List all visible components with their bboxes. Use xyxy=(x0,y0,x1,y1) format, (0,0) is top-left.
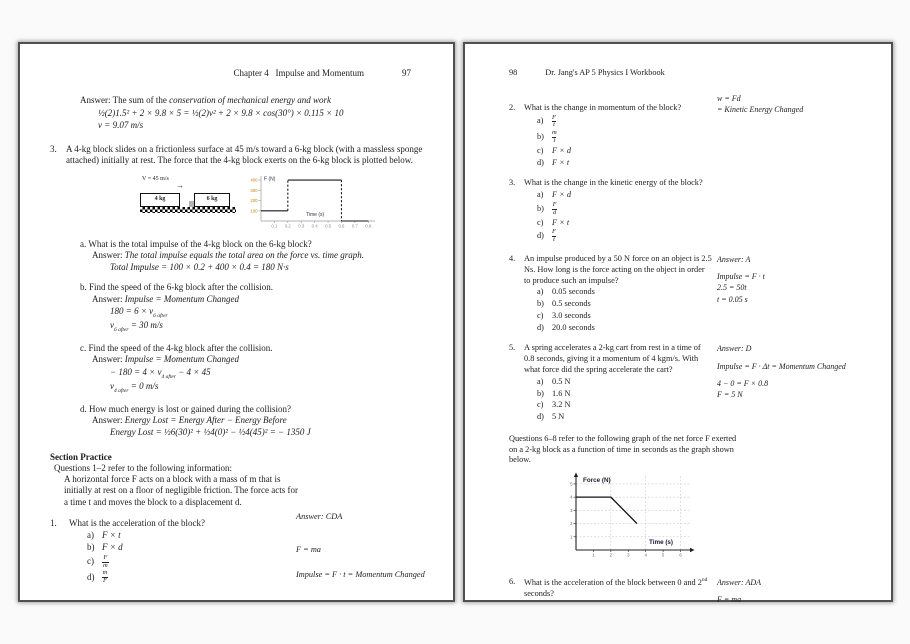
svg-text:0.6: 0.6 xyxy=(338,223,345,228)
force-time-chart xyxy=(244,172,380,230)
svg-text:Force (N): Force (N) xyxy=(583,477,611,485)
part-answer: Answer: Energy Lost = Energy After − Energy Before xyxy=(92,415,287,426)
option-a: a) F × d xyxy=(537,190,571,200)
right-page xyxy=(463,42,893,605)
left-page xyxy=(18,42,455,602)
question-3 xyxy=(509,178,877,244)
margin-note-impulse: Impulse = F · t = Momentum Changed xyxy=(296,569,425,579)
part-question xyxy=(80,239,435,250)
svg-text:5: 5 xyxy=(570,481,573,487)
option-a: a) 0.05 seconds xyxy=(537,287,595,297)
option-c: c) 3.2 N xyxy=(537,400,571,410)
question-text: An impulse produced by a 50 N force on an object is 2.5 Ns. How long is the force acting on the object in order to produce such an impulse? xyxy=(524,253,712,285)
part-question xyxy=(80,343,435,354)
ground-hatch xyxy=(140,207,236,213)
option-c: c) 3.0 seconds xyxy=(537,310,591,320)
question-3 xyxy=(50,144,435,167)
margin-line: 4 − 0 = F × 0.8 xyxy=(717,378,769,388)
part-answer: Answer: The total impulse equals the total area on the force vs. time graph. xyxy=(92,249,365,260)
option-d: d) $\frac{m}{F}$ xyxy=(87,569,108,585)
part-label: d. xyxy=(80,403,87,414)
right-page-header xyxy=(509,68,877,79)
part-label: a. xyxy=(80,238,87,249)
answer-italic: conservation of mechanical energy and work xyxy=(169,95,331,106)
question-text: A spring accelerates a 2-kg cart from rest in a time of 0.8 seconds, giving it a momentum of 4 kgm/s. With what force did the spring accelerate the cart? xyxy=(524,343,701,374)
question-4 xyxy=(509,254,877,333)
equation-line: v = 9.07 m/s xyxy=(98,119,144,130)
svg-text:0.3: 0.3 xyxy=(298,223,305,228)
option-d: d) 20.0 seconds xyxy=(537,322,595,332)
option-b: b) 1.6 N xyxy=(537,388,571,398)
part-question xyxy=(80,282,435,293)
part-question-text: Find the speed of the 6-kg block after the collision. xyxy=(89,282,273,293)
top-answer-block xyxy=(80,95,435,131)
part-equation: $v_{6 after} = 30$ m/s xyxy=(110,320,163,334)
svg-text:400: 400 xyxy=(250,177,258,183)
part-equation: $v_{4 after} = 0$ m/s xyxy=(110,381,159,395)
option-c: c) $\frac{F}{m}$ xyxy=(87,553,108,569)
q3-part-b xyxy=(80,282,435,334)
svg-text:4: 4 xyxy=(570,494,573,500)
svg-text:1: 1 xyxy=(570,534,573,540)
book-title: Dr. Jang's AP 5 Physics I Workbook xyxy=(545,68,665,77)
margin-line: w = Fd xyxy=(717,93,741,103)
questions-6-8-intro: Questions 6–8 refer to the following graph of the net force F exerted on a 2-kg block as a function of time in seconds as the graph shown below. xyxy=(509,433,737,465)
q5-margin-note xyxy=(717,343,877,422)
question-number: 3. xyxy=(50,144,57,154)
left-page-header xyxy=(50,68,435,79)
section-practice-intro: Questions 1–2 refer to the following information: xyxy=(54,462,232,473)
option-a: a) 0.5 N xyxy=(537,376,571,386)
svg-text:0.2: 0.2 xyxy=(284,223,291,228)
block-4kg-label: 4 kg xyxy=(154,196,166,203)
margin-note-fma: F = ma xyxy=(296,544,321,554)
question-text: A 4-kg block slides on a frictionless surface at 45 m/s toward a 6-kg block (with a massless sponge attached) initially at rest. The force that the 4-kg block exerts on the 6-kg block is plotted below. xyxy=(66,144,423,166)
q2-margin-note xyxy=(717,93,877,169)
question-6 xyxy=(509,577,877,605)
option-d: d) 5 N xyxy=(537,412,565,422)
svg-text:Time (s): Time (s) xyxy=(649,539,674,547)
part-question xyxy=(80,404,435,415)
net-force-graph-wrap xyxy=(561,469,877,567)
q3-options xyxy=(537,190,713,244)
option-c: c) F × t xyxy=(537,217,570,227)
margin-line: Impulse = F · t xyxy=(717,272,765,282)
question-number: 2. xyxy=(509,102,516,112)
q5-options xyxy=(537,377,713,423)
equation-line: ½(2)1.5² + 2 × 9.8 × 5 = ½(2)v² + 2 × 9.8 × cos(30°) × 0.115 × 10 xyxy=(98,107,344,118)
part-question-text: How much energy is lost or gained during the collision? xyxy=(89,403,292,414)
option-b: b) $\frac{m}{t}$ xyxy=(537,129,557,144)
option-b: b) F × d xyxy=(87,542,123,553)
question-number: 5. xyxy=(509,343,516,353)
part-equation: $180 = 6 \times v_{6 after}$ xyxy=(110,305,168,319)
part-equation: Total Impulse = 100 × 0.2 + 400 × 0.4 = 180 N·s xyxy=(110,262,289,272)
part-answer: Answer: Impulse = Momentum Changed xyxy=(92,293,240,304)
q3-diagram xyxy=(140,172,435,230)
margin-answer: Answer: A xyxy=(717,254,751,264)
q2-options xyxy=(537,115,713,169)
part-label: c. xyxy=(80,343,87,354)
svg-text:0.7: 0.7 xyxy=(351,223,358,228)
q4-options xyxy=(537,287,713,333)
part-question-text: What is the total impulse of the 4-kg block on the 6-kg block? xyxy=(88,238,312,249)
svg-text:100: 100 xyxy=(250,207,258,213)
svg-text:5: 5 xyxy=(661,552,665,558)
part-answer: Answer: Impulse = Momentum Changed xyxy=(92,354,240,365)
net-force-time-chart xyxy=(561,469,701,563)
q4-margin-note xyxy=(717,254,877,333)
margin-line: = Kinetic Energy Changed xyxy=(717,104,804,114)
right-page-number: 98 xyxy=(509,68,518,77)
margin-answer-cda: Answer: CDA xyxy=(296,511,343,521)
svg-text:1: 1 xyxy=(592,552,595,558)
blocks-diagram xyxy=(140,172,236,214)
question-text: What is the acceleration of the block between 0 and 2nd seconds? xyxy=(524,577,708,598)
svg-text:Time (s): Time (s) xyxy=(306,211,325,218)
block-6kg-label: 6 kg xyxy=(206,196,218,203)
margin-line: F = ma xyxy=(717,595,742,605)
left-page-number: 97 xyxy=(402,68,411,78)
svg-text:3: 3 xyxy=(627,552,630,558)
block-4kg xyxy=(140,193,180,207)
svg-text:4: 4 xyxy=(644,552,647,558)
question-number: 1. xyxy=(50,517,57,528)
svg-text:2: 2 xyxy=(570,521,573,527)
section-practice xyxy=(50,452,435,585)
answer-prefix: Answer: The sum of the xyxy=(80,95,170,106)
margin-line: Impulse = F · Δt = Momentum Changed xyxy=(717,361,846,371)
q3-part-c xyxy=(80,343,435,395)
svg-text:3: 3 xyxy=(570,508,573,514)
option-d: d) F × t xyxy=(537,157,570,167)
svg-text:0.8: 0.8 xyxy=(365,223,372,228)
part-equation: − $180 = 4 \times v_{4 after} - 4 \times 45$ xyxy=(110,366,211,380)
margin-line: t = 0.05 s xyxy=(717,294,748,304)
svg-text:0.4: 0.4 xyxy=(311,223,318,228)
margin-line: 2.5 = 50t xyxy=(717,283,747,293)
option-a: a) $\frac{F}{t}$ xyxy=(537,113,556,129)
margin-answer: Answer: ADA xyxy=(717,578,762,588)
svg-text:300: 300 xyxy=(250,187,258,193)
question-number: 4. xyxy=(509,253,516,263)
svg-text:2: 2 xyxy=(609,552,613,558)
svg-text:200: 200 xyxy=(250,197,258,203)
margin-line: F = 5 N xyxy=(717,390,743,399)
question-number: 6. xyxy=(509,577,516,587)
velocity-label: V = 45 m/s xyxy=(142,175,169,182)
section-practice-heading: Section Practice xyxy=(50,451,112,462)
q6-margin-note xyxy=(717,577,877,605)
block-6kg xyxy=(194,193,230,207)
section-practice-paragraph: A horizontal force F acts on a block with a mass of m that is initially at rest on a floor of negligible friction. The force acts for a time t and moves the block to a displacement d. xyxy=(64,474,299,507)
blocks-row xyxy=(140,192,236,207)
question-2 xyxy=(509,93,877,169)
option-a: a) F × t xyxy=(87,530,121,541)
option-c: c) F × d xyxy=(537,145,571,155)
q3-part-d xyxy=(80,404,435,439)
svg-text:6: 6 xyxy=(679,552,682,558)
question-text: What is the change in momentum of the block? xyxy=(524,102,682,112)
answer-line xyxy=(80,95,435,106)
part-equation: Energy Lost = ½6(30)² + ½4(0)² − ½4(45)² = − 1350 J xyxy=(110,427,311,438)
option-d: d) $\frac{F}{t}$ xyxy=(537,228,556,244)
svg-text:0.5: 0.5 xyxy=(325,223,332,228)
q3-part-a xyxy=(80,239,435,274)
option-b: b) $\frac{F}{d}$ xyxy=(537,200,557,216)
part-question-text: Find the speed of the 4-kg block after the collision. xyxy=(88,343,273,354)
question-5 xyxy=(509,343,877,422)
question-number: 3. xyxy=(509,178,516,188)
velocity-arrow-icon: → xyxy=(176,181,184,190)
chapter-title: Chapter 4 Impulse and Momentum xyxy=(233,68,364,78)
part-label: b. xyxy=(80,282,87,293)
svg-text:F (N): F (N) xyxy=(264,176,276,182)
question-text: What is the change in the kinetic energy of the block? xyxy=(524,178,703,188)
question-text: What is the acceleration of the block? xyxy=(69,517,205,528)
svg-text:0.1: 0.1 xyxy=(271,223,278,228)
option-b: b) 0.5 seconds xyxy=(537,299,591,309)
margin-answer: Answer: D xyxy=(717,344,752,354)
